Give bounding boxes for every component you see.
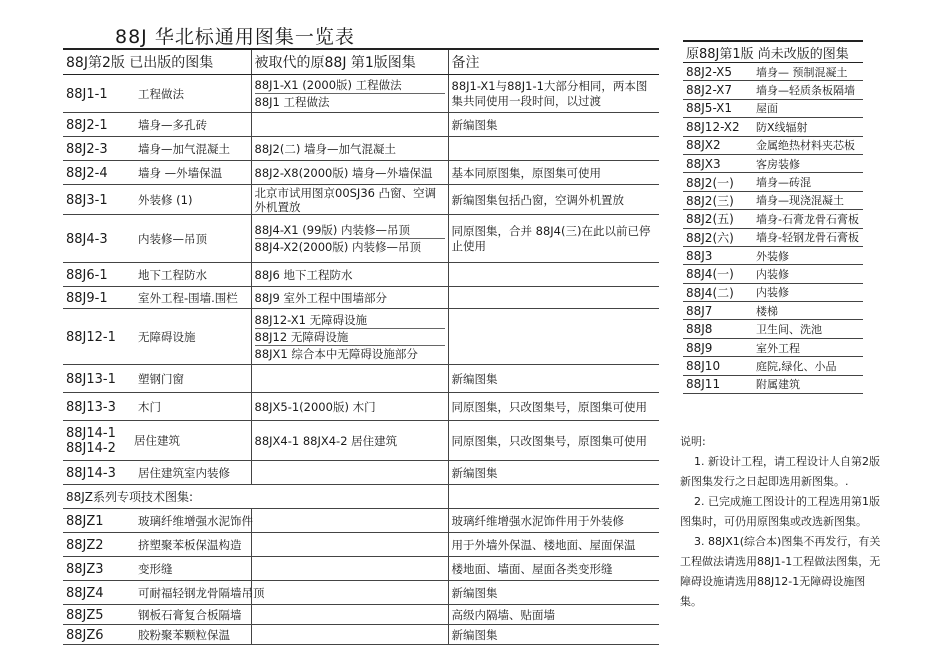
unrevised-code: 88JX3	[683, 154, 753, 172]
side-header: 原88J第1版 尚未改版的图集	[683, 41, 863, 63]
replaced-edition-cell	[251, 557, 448, 581]
catalog-name: 室外工程-围墙.围栏	[138, 290, 238, 305]
list-item	[683, 320, 863, 338]
unrevised-name: 内装修	[753, 265, 863, 283]
page-title: 88J 华北标通用图集一览表	[115, 26, 355, 48]
catalog-name: 变形缝	[138, 561, 173, 576]
new-edition-cell	[63, 533, 251, 557]
remarks-cell: 楼地面、墙面、屋面各类变形缝	[448, 557, 659, 581]
remarks-cell: 新编图集包括凸窗，空调外机置放	[448, 185, 659, 215]
catalog-name: 工程做法	[138, 86, 184, 101]
catalog-name: 塑钢门窗	[138, 371, 184, 386]
new-edition-cell	[63, 461, 251, 485]
list-item	[683, 99, 863, 117]
new-edition-cell	[63, 287, 251, 309]
replaced-catalog: 88JX1 综合本中无障碍设施部分	[254, 346, 418, 361]
remarks-cell: 新编图集	[448, 625, 659, 645]
new-edition-cell	[63, 485, 448, 509]
unrevised-code: 88J4(二)	[683, 283, 753, 301]
table-row	[63, 365, 659, 393]
catalog-code: 88J2-1	[66, 117, 108, 133]
unrevised-name: 墙身-石膏龙骨石膏板	[753, 210, 863, 228]
unrevised-catalog-table	[683, 40, 863, 394]
unrevised-name: 室外工程	[753, 338, 863, 356]
unrevised-code: 88J3	[683, 246, 753, 264]
replaced-catalog: 88J2-X8(2000版) 墙身—外墙保温	[254, 165, 433, 180]
remarks-cell: 88J1-X1与88J1-1大部分相同，两本图集共同使用一段时间，以过渡	[448, 75, 659, 113]
catalog-code: 88J9-1	[66, 290, 108, 306]
list-item	[683, 118, 863, 136]
catalog-name: 挤塑聚苯板保温构造	[138, 537, 242, 552]
list-item	[683, 246, 863, 264]
table-row	[63, 557, 659, 581]
unrevised-name: 楼梯	[753, 302, 863, 320]
unrevised-code: 88J4(一)	[683, 265, 753, 283]
list-item	[683, 338, 863, 356]
list-item	[683, 136, 863, 154]
catalog-code: 88JZ4	[66, 585, 104, 601]
replaced-edition-cell	[251, 185, 448, 215]
unrevised-code: 88J2-X5	[683, 63, 753, 81]
unrevised-name: 内装修	[753, 283, 863, 301]
replaced-edition-cell	[251, 161, 448, 185]
new-edition-cell	[63, 137, 251, 161]
remarks-cell: 同原图集，只改图集号，原图集可使用	[448, 421, 659, 461]
note-item: 2. 已完成施工图设计的工程选用第1版图集时，可仍用原图集或改选新图集。	[680, 495, 880, 528]
list-item	[683, 302, 863, 320]
catalog-name: 居住建筑	[134, 433, 180, 447]
unrevised-code: 88J2(六)	[683, 228, 753, 246]
list-item	[683, 265, 863, 283]
replaced-edition-cell	[251, 625, 448, 645]
remarks-cell: 玻璃纤维增强水泥饰件用于外装修	[448, 509, 659, 533]
table-row	[63, 533, 659, 557]
note-item: 3. 88JX1(综合本)图集不再发行，有关工程做法请选用88J1-1工程做法图集，无障碍设施请选用88J12-1无障碍设施图集。	[680, 535, 881, 608]
unrevised-name: 墙身— 预制混凝土	[753, 63, 863, 81]
unrevised-code: 88J2(一)	[683, 173, 753, 191]
table-row	[63, 215, 659, 263]
replaced-edition-cell	[251, 605, 448, 625]
unrevised-name: 墙身—现浇混凝土	[753, 191, 863, 209]
catalog-code: 88J6-1	[66, 267, 108, 283]
notes-section	[680, 432, 885, 612]
remarks-cell: 新编图集	[448, 365, 659, 393]
remarks-cell: 同原图集，只改图集号，原图集可使用	[448, 393, 659, 421]
new-edition-cell	[63, 557, 251, 581]
new-edition-cell	[63, 161, 251, 185]
catalog-code: 88J4-3	[66, 231, 108, 247]
new-edition-cell	[63, 421, 251, 461]
replaced-catalog: 北京市试用图京00SJ36 凸窗、空调外机置放	[254, 185, 437, 214]
unrevised-name: 墙身-轻钢龙骨石膏板	[753, 228, 863, 246]
replaced-edition-cell	[251, 533, 448, 557]
table-row	[63, 485, 659, 509]
unrevised-code: 88J2(三)	[683, 191, 753, 209]
unrevised-code: 88J12-X2	[683, 118, 753, 136]
col-header-replaced-edition: 被取代的原88J 第1版图集	[251, 49, 448, 75]
remarks-cell: 新编图集	[448, 113, 659, 137]
table-row	[63, 161, 659, 185]
replaced-edition-cell	[251, 393, 448, 421]
replaced-edition-cell	[251, 113, 448, 137]
col-header-new-edition: 88J第2版 已出版的图集	[63, 49, 251, 75]
catalog-code: 88J3-1	[66, 192, 108, 208]
unrevised-code: 88J9	[683, 338, 753, 356]
col-header-remarks: 备注	[448, 49, 659, 75]
table-row	[63, 263, 659, 287]
replaced-catalog: 88J1-X1 (2000版) 工程做法	[255, 77, 445, 94]
new-edition-cell	[63, 185, 251, 215]
replaced-edition-cell	[251, 365, 448, 393]
list-item	[683, 154, 863, 172]
replaced-edition-cell	[251, 215, 448, 263]
catalog-name: 地下工程防水	[138, 267, 207, 282]
unrevised-code: 88J10	[683, 357, 753, 375]
new-edition-cell	[63, 393, 251, 421]
catalog-code: 88J2-3	[66, 141, 108, 157]
table-row	[63, 113, 659, 137]
unrevised-name: 卫生间、洗池	[753, 320, 863, 338]
catalog-code: 88JZ5	[66, 607, 104, 623]
new-edition-cell	[63, 365, 251, 393]
catalog-name: 钢板石膏复合板隔墙	[138, 607, 242, 622]
catalog-name: 墙身—多孔砖	[138, 117, 207, 132]
table-row	[63, 605, 659, 625]
catalog-code: 88J14-1 88J14-2	[66, 425, 116, 456]
replaced-catalog: 88J12 无障碍设施	[255, 329, 445, 346]
new-edition-cell	[63, 581, 265, 605]
replaced-catalog: 88JX4-1 88JX4-2 居住建筑	[254, 433, 398, 448]
unrevised-code: 88J11	[683, 375, 753, 393]
note-item: 1. 新设计工程，请工程设计人自第2版新图集发行之日起即选用新图集。.	[680, 455, 880, 488]
catalog-code: 88JZ6	[66, 627, 104, 643]
new-edition-cell	[63, 509, 251, 533]
replaced-edition-cell	[251, 75, 448, 113]
catalog-code: 88JZ1	[66, 513, 104, 529]
catalog-code: 88J12-1	[66, 329, 116, 345]
list-item	[683, 375, 863, 393]
unrevised-name: 金属绝热材料夹芯板	[753, 136, 863, 154]
unrevised-name: 附属建筑	[753, 375, 863, 393]
remarks-cell: 同原图集，合并 88J4(三)在此以前已停止使用	[448, 215, 659, 263]
replaced-catalog: 88J6 地下工程防水	[254, 267, 353, 282]
list-item	[683, 63, 863, 81]
unrevised-name: 庭院,绿化、小品	[753, 357, 863, 375]
remarks-cell	[448, 485, 659, 509]
replaced-edition-cell	[251, 421, 448, 461]
catalog-code: 88J2-4	[66, 165, 108, 181]
remarks-cell	[448, 137, 659, 161]
replaced-edition-cell	[251, 137, 448, 161]
new-edition-cell	[63, 605, 251, 625]
catalog-name: 可耐福轻钢龙骨隔墙吊顶	[138, 585, 265, 600]
unrevised-name: 外装修	[753, 246, 863, 264]
list-item	[683, 191, 863, 209]
unrevised-code: 88J5-X1	[683, 99, 753, 117]
table-row	[63, 309, 659, 365]
catalog-code: 88JZ3	[66, 561, 104, 577]
catalog-name: 木门	[138, 399, 161, 414]
new-edition-cell	[63, 309, 251, 365]
unrevised-name: 客房装修	[753, 154, 863, 172]
new-edition-cell	[63, 215, 251, 263]
catalog-name: 内装修—吊顶	[138, 231, 207, 246]
replaced-edition-cell	[251, 287, 448, 309]
list-item	[683, 210, 863, 228]
new-edition-cell	[63, 625, 251, 645]
replaced-catalog: 88J1 工程做法	[254, 95, 330, 109]
table-row	[63, 75, 659, 113]
list-item	[683, 173, 863, 191]
unrevised-code: 88J2-X7	[683, 81, 753, 99]
remarks-cell: 新编图集	[448, 581, 659, 605]
unrevised-code: 88J2(五)	[683, 210, 753, 228]
new-edition-cell	[63, 263, 251, 287]
replaced-edition-cell	[251, 309, 448, 365]
main-catalog-table	[63, 48, 659, 645]
replaced-edition-cell	[251, 581, 448, 605]
catalog-name: 墙身 —外墙保温	[138, 165, 223, 180]
catalog-code: 88J1-1	[66, 86, 108, 102]
table-row	[63, 185, 659, 215]
table-row	[63, 461, 659, 485]
replaced-edition-cell	[251, 509, 448, 533]
table-row	[63, 581, 659, 605]
unrevised-code: 88J7	[683, 302, 753, 320]
unrevised-code: 88JX2	[683, 136, 753, 154]
table-row	[63, 421, 659, 461]
replaced-catalog: 88JX5-1(2000版) 木门	[254, 399, 376, 414]
new-edition-cell	[63, 113, 251, 137]
remarks-cell: 高级内隔墙、贴面墙	[448, 605, 659, 625]
remarks-cell	[448, 263, 659, 287]
list-item	[683, 81, 863, 99]
table-row	[63, 393, 659, 421]
catalog-code: 88J13-3	[66, 399, 116, 415]
replaced-catalog: 88J4-X2(2000版) 内装修—吊顶	[254, 240, 422, 254]
catalog-code: 88JZ系列专项技术图集:	[66, 490, 194, 504]
replaced-catalog: 88J9 室外工程中围墙部分	[254, 290, 387, 305]
catalog-code: 88JZ2	[66, 537, 104, 553]
new-edition-cell	[63, 75, 251, 113]
unrevised-name: 墙身—砖混	[753, 173, 863, 191]
table-row	[63, 509, 659, 533]
table-row	[63, 625, 659, 645]
replaced-catalog: 88J4-X1 (99版) 内装修—吊顶	[255, 222, 445, 239]
unrevised-name: 屋面	[753, 99, 863, 117]
remarks-cell: 新编图集	[448, 461, 659, 485]
unrevised-code: 88J8	[683, 320, 753, 338]
remarks-cell	[448, 287, 659, 309]
catalog-name: 外装修 (1)	[138, 192, 193, 207]
unrevised-name: 墙身—轻质条板隔墙	[753, 81, 863, 99]
table-row	[63, 137, 659, 161]
catalog-name: 无障碍设施	[138, 329, 196, 344]
list-item	[683, 357, 863, 375]
catalog-name: 胶粉聚苯颗粒保温	[138, 627, 230, 642]
replaced-catalog: 88J12-X1 无障碍设施	[255, 312, 445, 329]
catalog-code: 88J13-1	[66, 371, 116, 387]
replaced-edition-cell	[251, 461, 448, 485]
table-row	[63, 287, 659, 309]
unrevised-name: 防X线辐射	[753, 118, 863, 136]
catalog-name: 玻璃纤维增强水泥饰件	[138, 513, 253, 528]
catalog-name: 居住建筑室内装修	[138, 465, 230, 480]
remarks-cell: 基本同原图集，原图集可使用	[448, 161, 659, 185]
catalog-name: 墙身—加气混凝土	[138, 141, 230, 156]
remarks-cell: 用于外墙外保温、楼地面、屋面保温	[448, 533, 659, 557]
notes-label: 说明:	[680, 435, 706, 448]
list-item	[683, 283, 863, 301]
list-item	[683, 228, 863, 246]
replaced-edition-cell	[251, 263, 448, 287]
remarks-cell	[448, 309, 659, 365]
catalog-code: 88J14-3	[66, 465, 116, 481]
replaced-catalog: 88J2(二) 墙身—加气混凝土	[254, 141, 396, 156]
